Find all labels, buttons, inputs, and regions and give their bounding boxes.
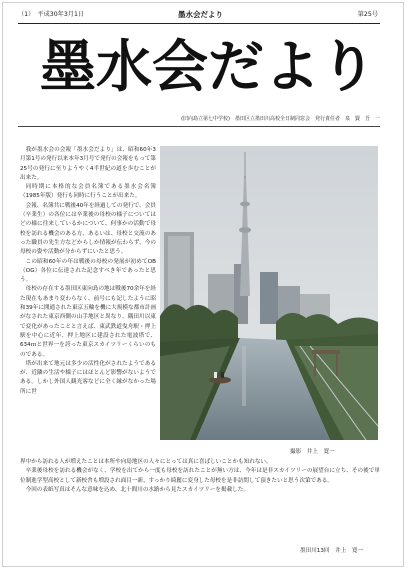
author-signoff: 墨田川13回 井上 寛一: [300, 548, 364, 554]
publisher-line: (旧向島立第七中学校) 墨田区立墨田川高校全日制同窓会 発行責任者 泉 賢 吾 一: [181, 116, 380, 122]
issue-number: 第25号: [357, 11, 378, 18]
article-paragraph: 同時期に本格的な会員名簿である墨水会名簿（1985年版）発行も同時に行うことが出来た。: [20, 184, 156, 200]
article-paragraph: 我が墨水会の会報「墨水会だより」は、昭和60年3月第1号の発行以来本年3月号で発行の会報をもって第25号の発行に至りようやく4半世紀の道を歩むことが出来た。: [20, 147, 156, 181]
article-paragraph: 会報、名簿共に戦後40年を経過しての発行で、会員（卒業生）の各位には卒業後の母校の様子についてはどの様に往来しているかについて、何事かの活動で母校を訪れる機会のある方、あるいは、母校と交流のあった職員の先生方などからしか情報が伝わらず、今の母校の姿や活動が分からずにいたと思う。: [20, 202, 156, 256]
masthead-rule: [18, 126, 380, 127]
article-paragraph: 母校の存在する墨田区東向島の地は戦後70余年を経た現在もあまり変わらなく、前号にも記したように昭和39年に開通された東京五輪を機に大規模な都市計画がなされた東京西側の山手地区と異なり、隅田川以東で変化があったことと言えば、東武鉄道曳舟駅・押上駅を中心に近年、押上地区に建設された電波塔で、634ｍと世界一を誇った東京スカイツリーくらいのものである。: [20, 286, 156, 358]
article-continuation: [20, 458, 380, 495]
photo-caption: 撮影 井上 寛一: [290, 449, 335, 455]
masthead-title: 墨水会だより: [40, 34, 376, 100]
header-newsletter-name: 墨水会だより: [178, 10, 223, 19]
article-paragraph: 卒業後母校を訪れる機会がなく、学校を出てから一度も母校を訪れたことが無い方は、今年は是非スカイツリーの展望台に立ち、その後で単位制進学型高校として新校舎も増設され面目一新、すっかり綺麗に変身した母校を是非訪問して頂きたいと思う次第である。: [20, 468, 380, 484]
cover-photo: [160, 146, 378, 440]
header-bar: [18, 9, 378, 21]
article-paragraph: 界中から訪れる人が増えたことは本所や向島地区の人々にとっては真に喜ばしいことかも知れない。: [20, 459, 272, 465]
issue-date: （1） 平成30年3月1日: [18, 11, 85, 18]
article-paragraph: 今回の表紙写真はそんな意味を込め、北十間川の水路から見たスカイツリーを掲載した。: [25, 486, 249, 493]
header-rule: [18, 23, 380, 24]
article-paragraph: この昭和60年の年は戦後の母校の発展が初めてOB（OG）各位に伝達された記念すべき年であったと思う。: [20, 258, 156, 284]
article-paragraph: 塔が出来て地元は多少の活性化がされたようであるが、近隣の生活や様子にはほとんど影響がないようである。しかし外国人観光客などに全く縁がなかった場所に世: [20, 360, 156, 395]
article-left-column: [20, 146, 156, 397]
